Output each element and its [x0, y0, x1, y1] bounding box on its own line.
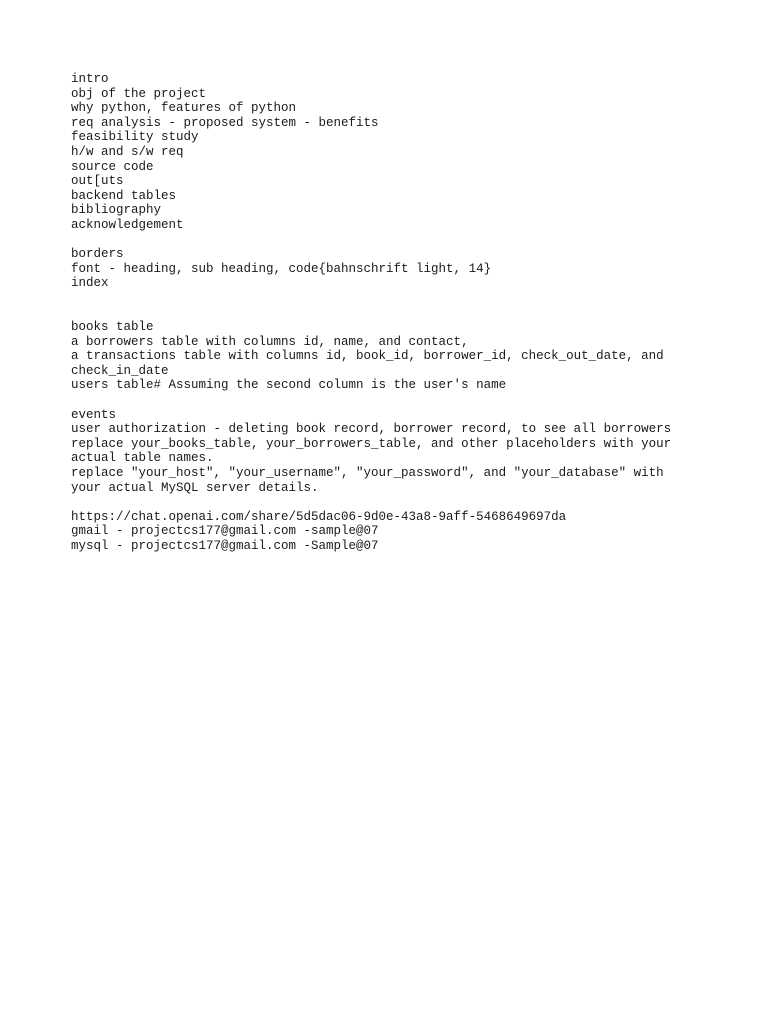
events-item: your actual MySQL server details. [71, 480, 319, 495]
tables-item: a transactions table with columns id, book_id, borrower_id, check_out_date, and [71, 349, 664, 364]
events-item: actual table names. [71, 451, 214, 466]
links-section [71, 510, 691, 554]
outline-item: feasibility study [71, 130, 199, 145]
tables-item: check_in_date [71, 363, 169, 378]
outline-item: h/w and s/w req [71, 144, 184, 159]
formatting-item: borders [71, 247, 124, 262]
outline-section [71, 72, 691, 233]
tables-item: a borrowers table with columns id, name, and contact, [71, 334, 469, 349]
events-heading: events [71, 407, 117, 422]
outline-item: acknowledgement [71, 217, 184, 232]
outline-item: bibliography [71, 203, 162, 218]
tables-section [71, 320, 691, 393]
outline-item: obj of the project [71, 86, 207, 101]
tables-item: books table [71, 320, 154, 335]
events-item: replace your_books_table, your_borrowers_table, and other placeholders with your [71, 436, 672, 451]
outline-item: intro [71, 72, 109, 86]
formatting-section [71, 247, 691, 291]
gmail-credentials: gmail - projectcs177@gmail.com -sample@07 [71, 524, 379, 539]
events-item: replace "your_host", "your_username", "your_password", and "your_database" with [71, 466, 664, 481]
spacer [71, 291, 691, 320]
outline-item: req analysis - proposed system - benefits [71, 115, 379, 130]
outline-item: backend tables [71, 188, 177, 203]
spacer [71, 495, 691, 510]
formatting-item: font - heading, sub heading, code{bahnschrift light, 14} [71, 261, 492, 276]
mysql-credentials: mysql - projectcs177@gmail.com -Sample@07 [71, 539, 379, 553]
spacer [71, 233, 691, 248]
spacer [71, 393, 691, 408]
share-link: https://chat.openai.com/share/5d5dac06-9d0e-43a8-9aff-5468649697da [71, 509, 567, 524]
outline-item: source code [71, 159, 154, 174]
events-section [71, 408, 691, 496]
formatting-item: index [71, 276, 109, 291]
tables-item: users table# Assuming the second column is the user's name [71, 378, 507, 393]
outline-item: out[uts [71, 174, 124, 189]
document-page [71, 72, 691, 554]
outline-item: why python, features of python [71, 101, 297, 116]
events-item: user authorization - deleting book record, borrower record, to see all borrowers [71, 422, 672, 437]
